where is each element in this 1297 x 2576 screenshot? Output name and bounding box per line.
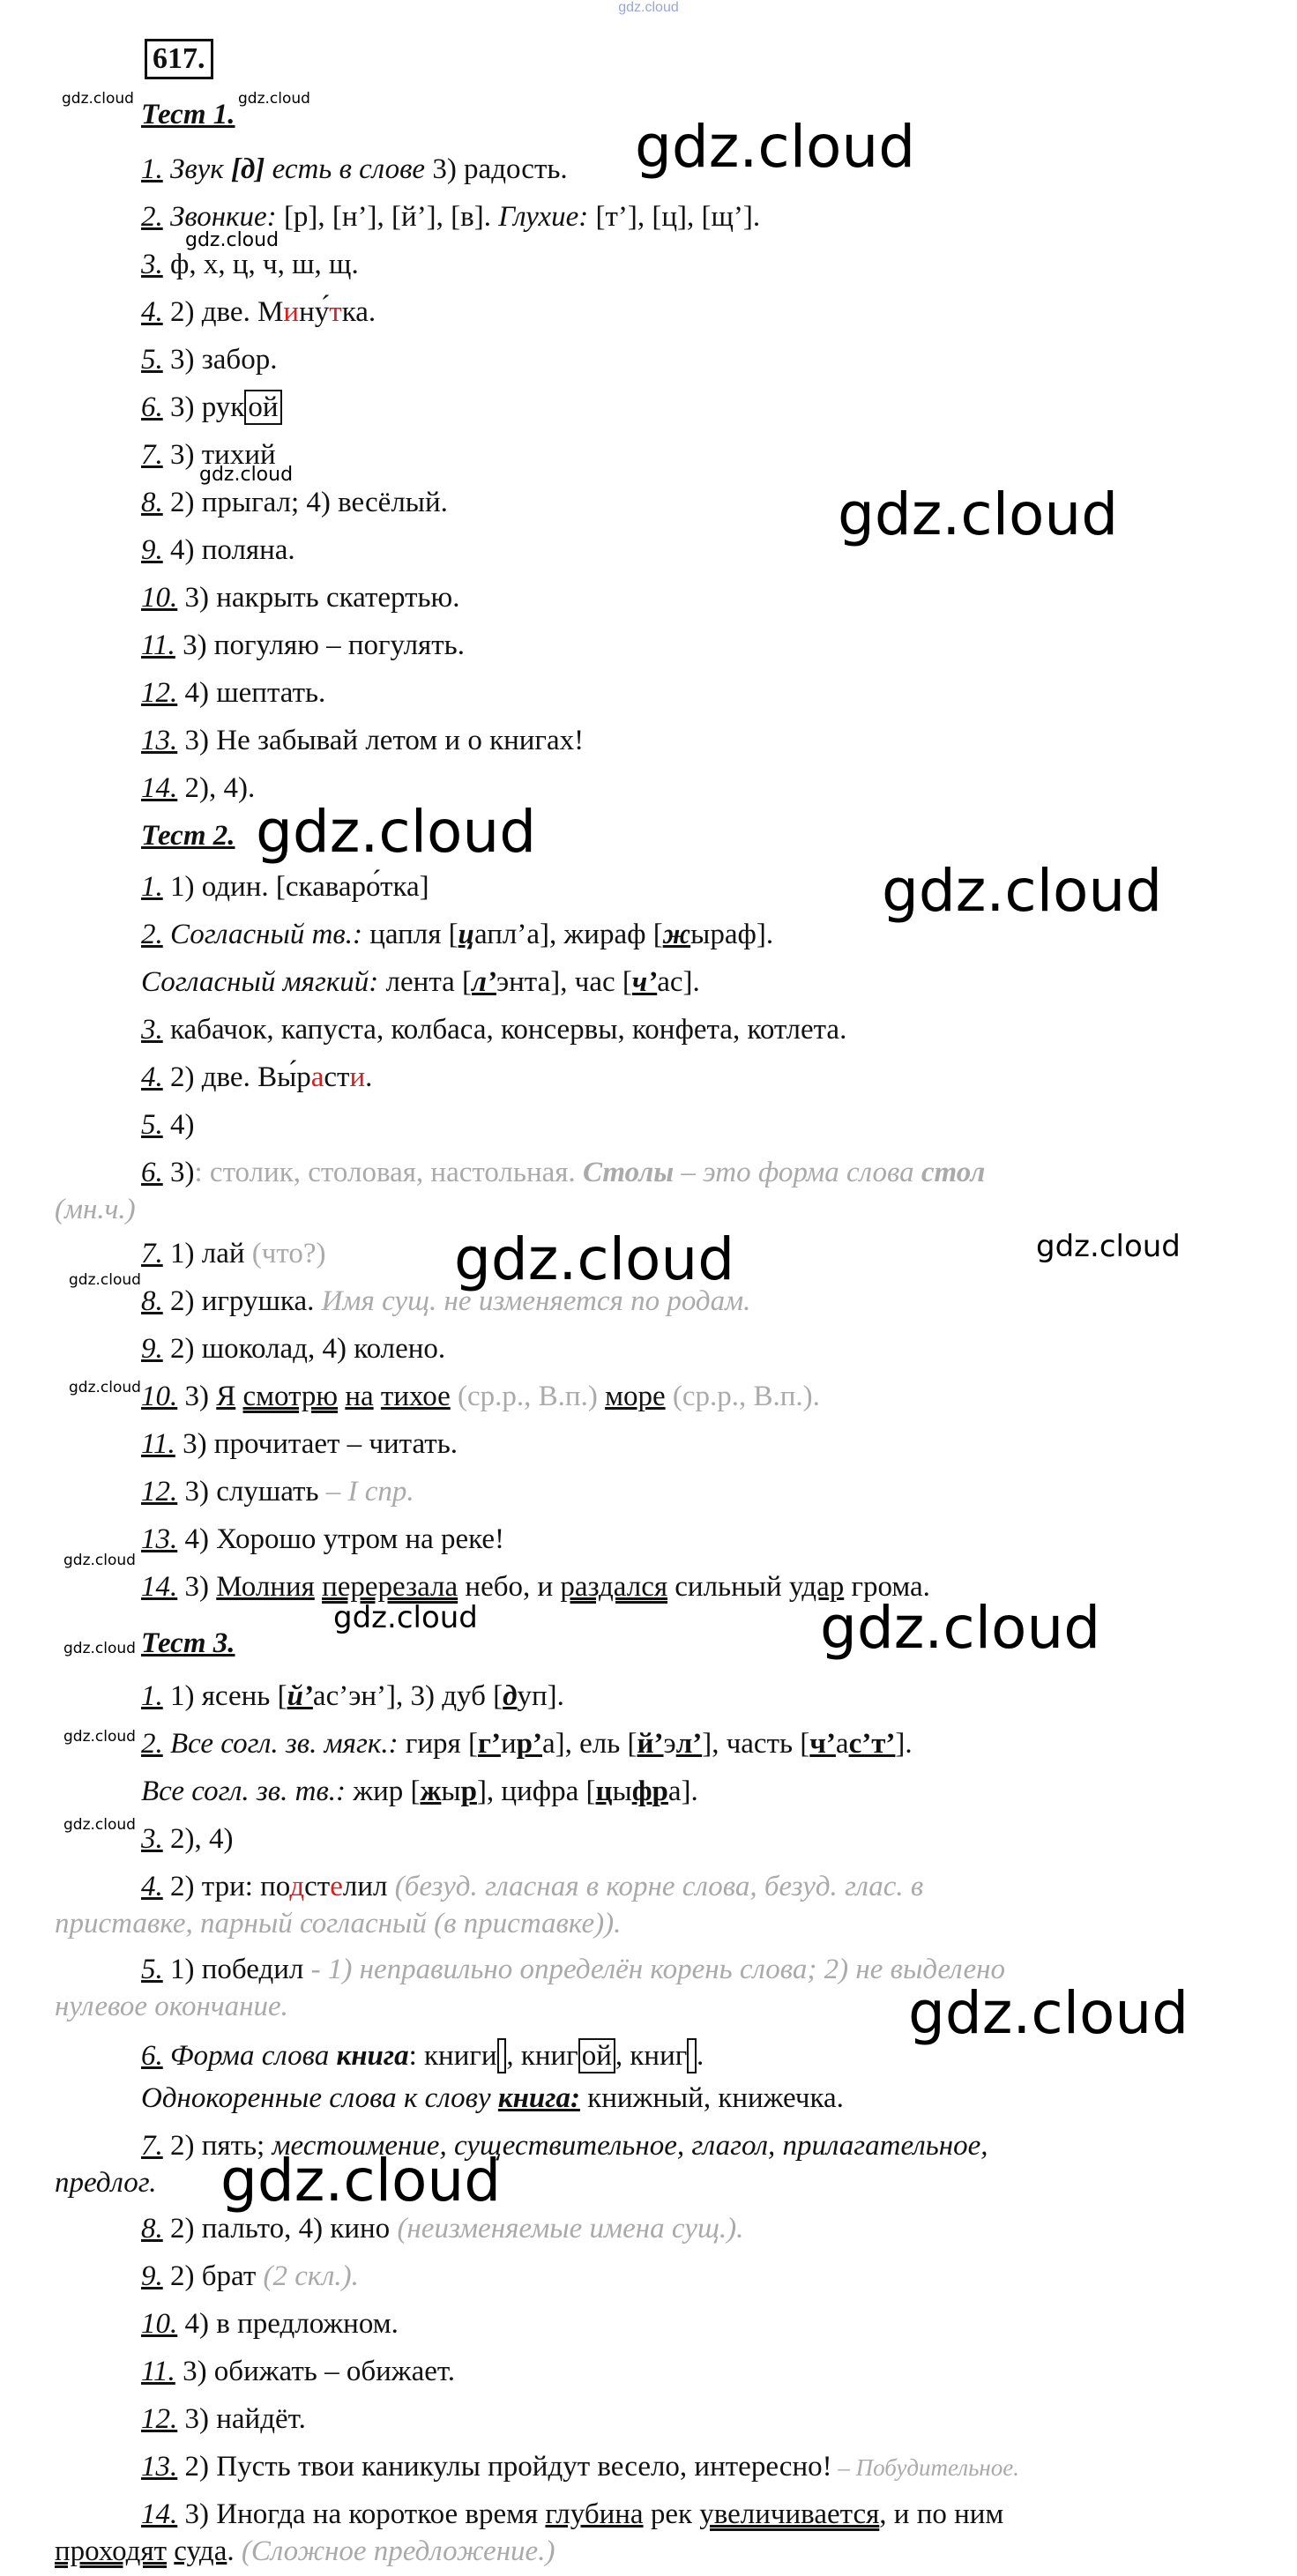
text-segment: Столы: [582, 1157, 675, 1188]
test3-item-7: [141, 2128, 988, 2163]
text-segment: (мн.ч.): [55, 1194, 136, 1225]
exercise-number: 617.: [145, 39, 213, 79]
text-segment: 1.: [141, 153, 163, 185]
site-mark: gdz.cloud: [618, 0, 679, 15]
text-segment: ст: [324, 1061, 350, 1093]
text-segment: 1) победил: [162, 1954, 304, 1985]
text-segment: суда: [174, 2535, 227, 2567]
text-segment: ст: [304, 1871, 331, 1902]
text-segment: 2), 4).: [177, 772, 256, 804]
text-segment: Все согл. зв. тв.:: [141, 1776, 347, 1807]
text-segment: 2) игрушка.: [162, 1285, 315, 1317]
text-segment: 3) забор.: [162, 344, 278, 376]
text-segment: жир [: [346, 1776, 421, 1807]
text-segment: ой: [578, 2038, 615, 2073]
text-segment: 5.: [141, 1109, 163, 1141]
text-segment: Тест 2.: [141, 820, 235, 852]
test2-item-10: [141, 1379, 820, 1414]
text-segment: ж: [420, 1776, 442, 1807]
text-segment: 6.: [141, 391, 163, 423]
text-segment: ], цифра [: [476, 1776, 596, 1807]
text-segment: и: [349, 1061, 366, 1093]
text-segment: 12.: [141, 2403, 178, 2435]
text-segment: , книг: [615, 2040, 688, 2072]
text-segment: ка.: [341, 296, 376, 328]
empty-ending-box: [687, 2038, 697, 2073]
text-segment: 3) накрыть скатертью.: [177, 582, 460, 614]
test2-item-7: [141, 1236, 325, 1271]
text-segment: .: [365, 1061, 373, 1093]
text-segment: , книг: [506, 2040, 578, 2072]
text-segment: Имя сущ. не изменяется по родам.: [314, 1285, 751, 1317]
text-segment: 9.: [141, 534, 163, 566]
text-segment: ц: [595, 1776, 613, 1807]
text-segment: э: [663, 1728, 676, 1760]
text-segment: (ср.р., В.п.): [450, 1381, 606, 1412]
text-segment: 3) радость.: [425, 153, 568, 185]
text-segment: книга:: [497, 2082, 580, 2114]
watermark: gdz.cloud: [454, 1225, 735, 1293]
text-segment: 7.: [141, 1238, 163, 1269]
test2-item-12: [141, 1474, 414, 1509]
text-segment: 1) ясень [: [162, 1680, 287, 1712]
text-segment: Тест 1.: [141, 99, 235, 130]
test1-item-10: [141, 580, 459, 615]
watermark: gdz.cloud: [185, 229, 280, 251]
test1-title: [141, 97, 235, 132]
text-segment: 1) лай: [162, 1238, 245, 1269]
test1-item-13: [141, 723, 584, 758]
test3-item-6b: [141, 2081, 844, 2116]
text-segment: ф, х, ц, ч, ш, щ.: [162, 249, 359, 280]
test2-item-13: [141, 1522, 504, 1557]
watermark: gdz.cloud: [63, 1552, 136, 1569]
text-segment: глубина: [545, 2498, 644, 2530]
text-segment: лента [: [378, 966, 473, 998]
text-segment: [т’], [ц], [щ’].: [588, 201, 761, 233]
test3-item-5-cont: [55, 1989, 288, 2024]
text-segment: 2) прыгал; 4) весёлый.: [162, 487, 448, 518]
text-segment: и: [283, 296, 300, 328]
text-segment: 1) один. [скаваро́тка]: [162, 871, 429, 903]
text-segment: 2), 4): [162, 1823, 234, 1855]
text-segment: 3.: [141, 1014, 163, 1046]
text-segment: 3) прочитает – читать.: [175, 1428, 458, 1460]
text-segment: ].: [895, 1728, 913, 1760]
text-segment: предлог.: [55, 2167, 157, 2199]
test3-item-11: [141, 2354, 455, 2389]
text-segment: ], часть [: [702, 1728, 810, 1760]
text-segment: небо, и: [458, 1571, 561, 1603]
text-segment: и: [500, 1728, 517, 1760]
text-segment: Согласный мягкий:: [141, 966, 379, 998]
watermark: gdz.cloud: [333, 1600, 478, 1635]
watermark: gdz.cloud: [220, 2147, 502, 2215]
test3-item-9: [141, 2259, 359, 2294]
text-segment: проходят: [55, 2535, 168, 2567]
test3-item-5: [141, 1952, 1005, 1987]
watermark: gdz.cloud: [63, 1816, 136, 1834]
test3-item-7-cont: [55, 2165, 157, 2200]
watermark: gdz.cloud: [882, 857, 1163, 925]
text-segment: ы: [441, 1776, 461, 1807]
test2-item-11: [141, 1426, 458, 1462]
test1-item-11: [141, 628, 465, 663]
text-segment: ж: [662, 919, 691, 950]
text-segment: .: [697, 2040, 704, 2072]
text-segment: : книги: [408, 2040, 497, 2072]
text-segment: ыраф].: [690, 919, 774, 950]
text-segment: ас’эн’], 3) дуб [: [312, 1680, 503, 1712]
text-segment: 2) брат: [162, 2260, 257, 2292]
text-segment: 5.: [141, 344, 163, 376]
test1-item-4: [141, 294, 376, 330]
text-segment: 13.: [141, 1523, 178, 1555]
text-segment: ч’: [809, 1728, 836, 1760]
text-segment: 14.: [141, 772, 178, 804]
text-segment: л’: [675, 1728, 703, 1760]
text-segment: 7.: [141, 2130, 163, 2162]
text-segment: 14.: [141, 2498, 178, 2530]
text-segment: 12.: [141, 1476, 178, 1508]
text-segment: 3) обижать – обижает.: [175, 2356, 456, 2387]
watermark: gdz.cloud: [62, 90, 134, 108]
text-segment: – I спр.: [318, 1476, 414, 1508]
watermark: gdz.cloud: [256, 798, 537, 866]
text-segment: р: [652, 1776, 668, 1807]
test2-item-5: [141, 1107, 195, 1143]
text-segment: удар: [788, 1571, 845, 1603]
text-segment: нулевое окончание.: [55, 1991, 288, 2022]
text-segment: 1.: [141, 1680, 163, 1712]
text-segment: ой: [244, 390, 281, 425]
test3-item-12: [141, 2401, 306, 2437]
text-segment: е: [330, 1871, 343, 1902]
text-segment: (Сложное предложение.): [234, 2535, 555, 2567]
text-segment: 3): [177, 1381, 217, 1412]
test2-item-9: [141, 1331, 445, 1366]
test2-item-14: [141, 1569, 930, 1604]
text-segment: й’: [637, 1728, 664, 1760]
text-segment: 2) пальто, 4) кино: [162, 2213, 391, 2245]
text-segment: Форма слова: [162, 2040, 337, 2072]
text-segment: 9.: [141, 1333, 163, 1365]
text-segment: 3) погуляю – погулять.: [175, 629, 465, 661]
text-segment: 3) Иногда на короткое время: [177, 2498, 546, 2530]
text-segment: (2 скл.).: [256, 2260, 359, 2292]
text-segment: 13.: [141, 725, 178, 756]
text-segment: лил: [342, 1871, 388, 1902]
text-segment: 2) пять;: [162, 2130, 265, 2162]
text-segment: 11.: [141, 1428, 175, 1460]
test1-item-5: [141, 342, 277, 377]
text-segment: перерезала: [322, 1571, 458, 1603]
text-segment: – это форма слова: [674, 1157, 921, 1188]
text-segment: : столик, столовая, настольная.: [194, 1157, 583, 1188]
text-segment: Звук: [170, 153, 231, 185]
text-segment: 3): [177, 1571, 217, 1603]
text-segment: книжный, книжечка.: [579, 2082, 844, 2114]
watermark: gdz.cloud: [820, 1594, 1101, 1662]
text-segment: Глухие:: [498, 201, 589, 233]
text-segment: - 1) неправильно определён корень слова; 2) не выделено: [303, 1954, 1005, 1985]
test1-item-3: [141, 247, 359, 282]
test1-item-8: [141, 485, 448, 520]
watermark: gdz.cloud: [63, 1640, 136, 1657]
text-segment: 10.: [141, 582, 178, 614]
text-segment: кабачок, капуста, колбаса, консервы, конфета, котлета.: [162, 1014, 847, 1046]
text-segment: 2.: [141, 1728, 163, 1760]
text-segment: Я: [216, 1381, 236, 1412]
text-segment: 10.: [141, 1381, 178, 1412]
empty-ending-box: [497, 2038, 507, 2073]
text-segment: а: [310, 1061, 324, 1093]
text-segment: 2) Пусть твои каникулы пройдут весело, интересно!: [177, 2451, 832, 2483]
text-segment: энта], час [: [496, 966, 632, 998]
watermark: gdz.cloud: [69, 1271, 141, 1289]
text-segment: (ср.р., В.п.).: [665, 1381, 820, 1412]
text-segment: смотрю: [242, 1381, 339, 1412]
text-segment: 8.: [141, 1285, 163, 1317]
text-segment: Тест 3.: [141, 1627, 235, 1659]
test1-item-14: [141, 771, 255, 806]
text-segment: ф: [631, 1776, 652, 1807]
text-segment: а: [835, 1728, 849, 1760]
text-segment: 2.: [141, 919, 163, 950]
text-segment: книга: [336, 2040, 409, 2072]
text-segment: 4) поляна.: [162, 534, 295, 566]
text-segment: 3) слушать: [177, 1476, 319, 1508]
test2-item-4: [141, 1060, 372, 1095]
test1-item-1: [141, 152, 568, 187]
watermark: gdz.cloud: [69, 1379, 141, 1396]
text-segment: тихое: [380, 1381, 451, 1412]
text-segment: 4.: [141, 1061, 163, 1093]
test1-item-12: [141, 675, 325, 711]
test3-item-14-cont: [55, 2534, 555, 2569]
text-segment: ц: [458, 919, 475, 950]
text-segment: [р], [н’], [й’], [в].: [276, 201, 499, 233]
text-segment: 4): [162, 1109, 195, 1141]
watermark: gdz.cloud: [838, 480, 1119, 548]
text-segment: 8.: [141, 487, 163, 518]
text-segment: Однокоренные слова к слову: [141, 2082, 498, 2114]
test3-item-3: [141, 1821, 233, 1857]
text-segment: р: [460, 1776, 477, 1807]
text-segment: стол: [921, 1157, 986, 1188]
test2-item-2: [141, 917, 773, 952]
text-segment: 2) шоколад, 4) колено.: [162, 1333, 446, 1365]
text-segment: уп].: [517, 1680, 564, 1712]
text-segment: 11.: [141, 2356, 175, 2387]
text-segment: 8.: [141, 2213, 163, 2245]
text-segment: у́: [314, 296, 330, 328]
text-segment: увеличивается: [699, 2498, 880, 2530]
test2-item-2b: [141, 964, 700, 1000]
test3-item-4: [141, 1869, 923, 1904]
text-segment: 3) Не забывай летом и о книгах!: [177, 725, 585, 756]
watermark: gdz.cloud: [238, 90, 310, 108]
text-segment: 1.: [141, 871, 163, 903]
test1-item-6: [141, 390, 282, 425]
test2-item-6-cont: [55, 1192, 136, 1227]
text-segment: на: [345, 1381, 374, 1412]
test2-title: [141, 818, 235, 853]
text-segment: л’: [472, 966, 496, 998]
text-segment: [315, 1571, 322, 1603]
text-segment: 9.: [141, 2260, 163, 2292]
text-segment: 4.: [141, 1871, 163, 1902]
text-segment: апл’а], жираф [: [474, 919, 663, 950]
watermark: gdz.cloud: [199, 464, 294, 486]
text-segment: Звонкие:: [170, 201, 277, 233]
text-segment: а].: [667, 1776, 698, 1807]
text-segment: 6.: [141, 2040, 163, 2072]
text-segment: 12.: [141, 677, 178, 709]
test2-item-6: [141, 1155, 985, 1190]
text-segment: 2) две. Вы́р: [162, 1061, 311, 1093]
text-segment: 3.: [141, 249, 163, 280]
text-segment: 13.: [141, 2451, 178, 2483]
test3-item-10: [141, 2306, 399, 2341]
watermark: gdz.cloud: [635, 113, 916, 181]
text-segment: есть в слове: [265, 153, 426, 185]
text-segment: Согласный тв.:: [170, 919, 362, 950]
text-segment: т: [329, 296, 342, 328]
text-segment: 3.: [141, 1823, 163, 1855]
text-segment: сильный: [667, 1571, 789, 1603]
text-segment: а], ель [: [541, 1728, 637, 1760]
test3-item-4-cont: [55, 1906, 621, 1941]
test3-item-1: [141, 1679, 564, 1714]
text-segment: рек: [643, 2498, 700, 2530]
text-segment: ас].: [657, 966, 700, 998]
text-segment: .: [227, 2535, 235, 2567]
watermark: gdz.cloud: [63, 1728, 136, 1746]
text-segment: 14.: [141, 1571, 178, 1603]
test1-item-7: [141, 437, 276, 473]
text-segment: Молния: [216, 1571, 315, 1603]
text-segment: 11.: [141, 629, 175, 661]
text-segment: 3): [162, 1157, 195, 1188]
test2-item-3: [141, 1012, 846, 1047]
text-segment: 7.: [141, 439, 163, 471]
text-segment: (что?): [244, 1238, 326, 1269]
text-segment: (неизменяемые имена сущ.).: [390, 2213, 744, 2245]
text-segment: цапля [: [362, 919, 458, 950]
test3-title: [141, 1626, 235, 1661]
watermark: gdz.cloud: [908, 1979, 1189, 2047]
test2-item-1: [141, 869, 429, 905]
watermark: gdz.cloud: [1036, 1229, 1181, 1264]
text-segment: раздался: [560, 1571, 668, 1603]
test2-item-8: [141, 1284, 750, 1319]
test3-item-2b: [141, 1774, 698, 1809]
text-segment: – Побудительное.: [831, 2454, 1020, 2481]
text-segment: , и по ним: [879, 2498, 1004, 2530]
test1-item-2: [141, 199, 760, 235]
text-segment: г’: [477, 1728, 501, 1760]
text-segment: 10.: [141, 2308, 178, 2340]
text-segment: грома.: [844, 1571, 930, 1603]
text-segment: Все согл. зв. мягк.:: [170, 1728, 399, 1760]
text-segment: д: [289, 1871, 305, 1902]
test3-item-13: [141, 2449, 1019, 2485]
text-segment: 5.: [141, 1954, 163, 1985]
text-segment: ы: [612, 1776, 632, 1807]
text-segment: 2) три: по: [162, 1871, 290, 1902]
text-segment: [374, 1381, 381, 1412]
text-segment: д: [503, 1680, 518, 1712]
text-segment: 4) в предложном.: [177, 2308, 399, 2340]
text-segment: ч’: [631, 966, 658, 998]
text-segment: приставке, парный согласный (в приставке)).: [55, 1908, 622, 1939]
test1-item-9: [141, 532, 295, 568]
test3-item-6: [141, 2038, 704, 2073]
text-segment: гиря [: [398, 1728, 478, 1760]
text-segment: 4.: [141, 296, 163, 328]
text-segment: море: [605, 1381, 666, 1412]
text-segment: [235, 1381, 242, 1412]
text-segment: 6.: [141, 1157, 163, 1188]
test3-item-8: [141, 2211, 743, 2246]
text-segment: н: [299, 296, 315, 328]
text-segment: (безуд. гласная в корне слова, безуд. глас. в: [387, 1871, 924, 1902]
text-segment: с’т’: [848, 1728, 896, 1760]
text-segment: 3) найдёт.: [177, 2403, 306, 2435]
text-segment: 4) Хорошо утром на реке!: [177, 1523, 505, 1555]
text-segment: местоимение, существительное, глагол, прилагательное,: [265, 2130, 988, 2162]
text-segment: 4) шептать.: [177, 677, 326, 709]
test3-item-14: [141, 2497, 1003, 2532]
text-segment: [д]: [231, 153, 265, 185]
test3-item-2: [141, 1726, 913, 1761]
text-segment: 3) рук: [162, 391, 245, 423]
text-segment: 2.: [141, 201, 163, 233]
text-segment: р’: [516, 1728, 542, 1760]
text-segment: 3) тихий: [162, 439, 276, 471]
text-segment: й’: [287, 1680, 313, 1712]
text-segment: 2) две. М: [162, 296, 284, 328]
